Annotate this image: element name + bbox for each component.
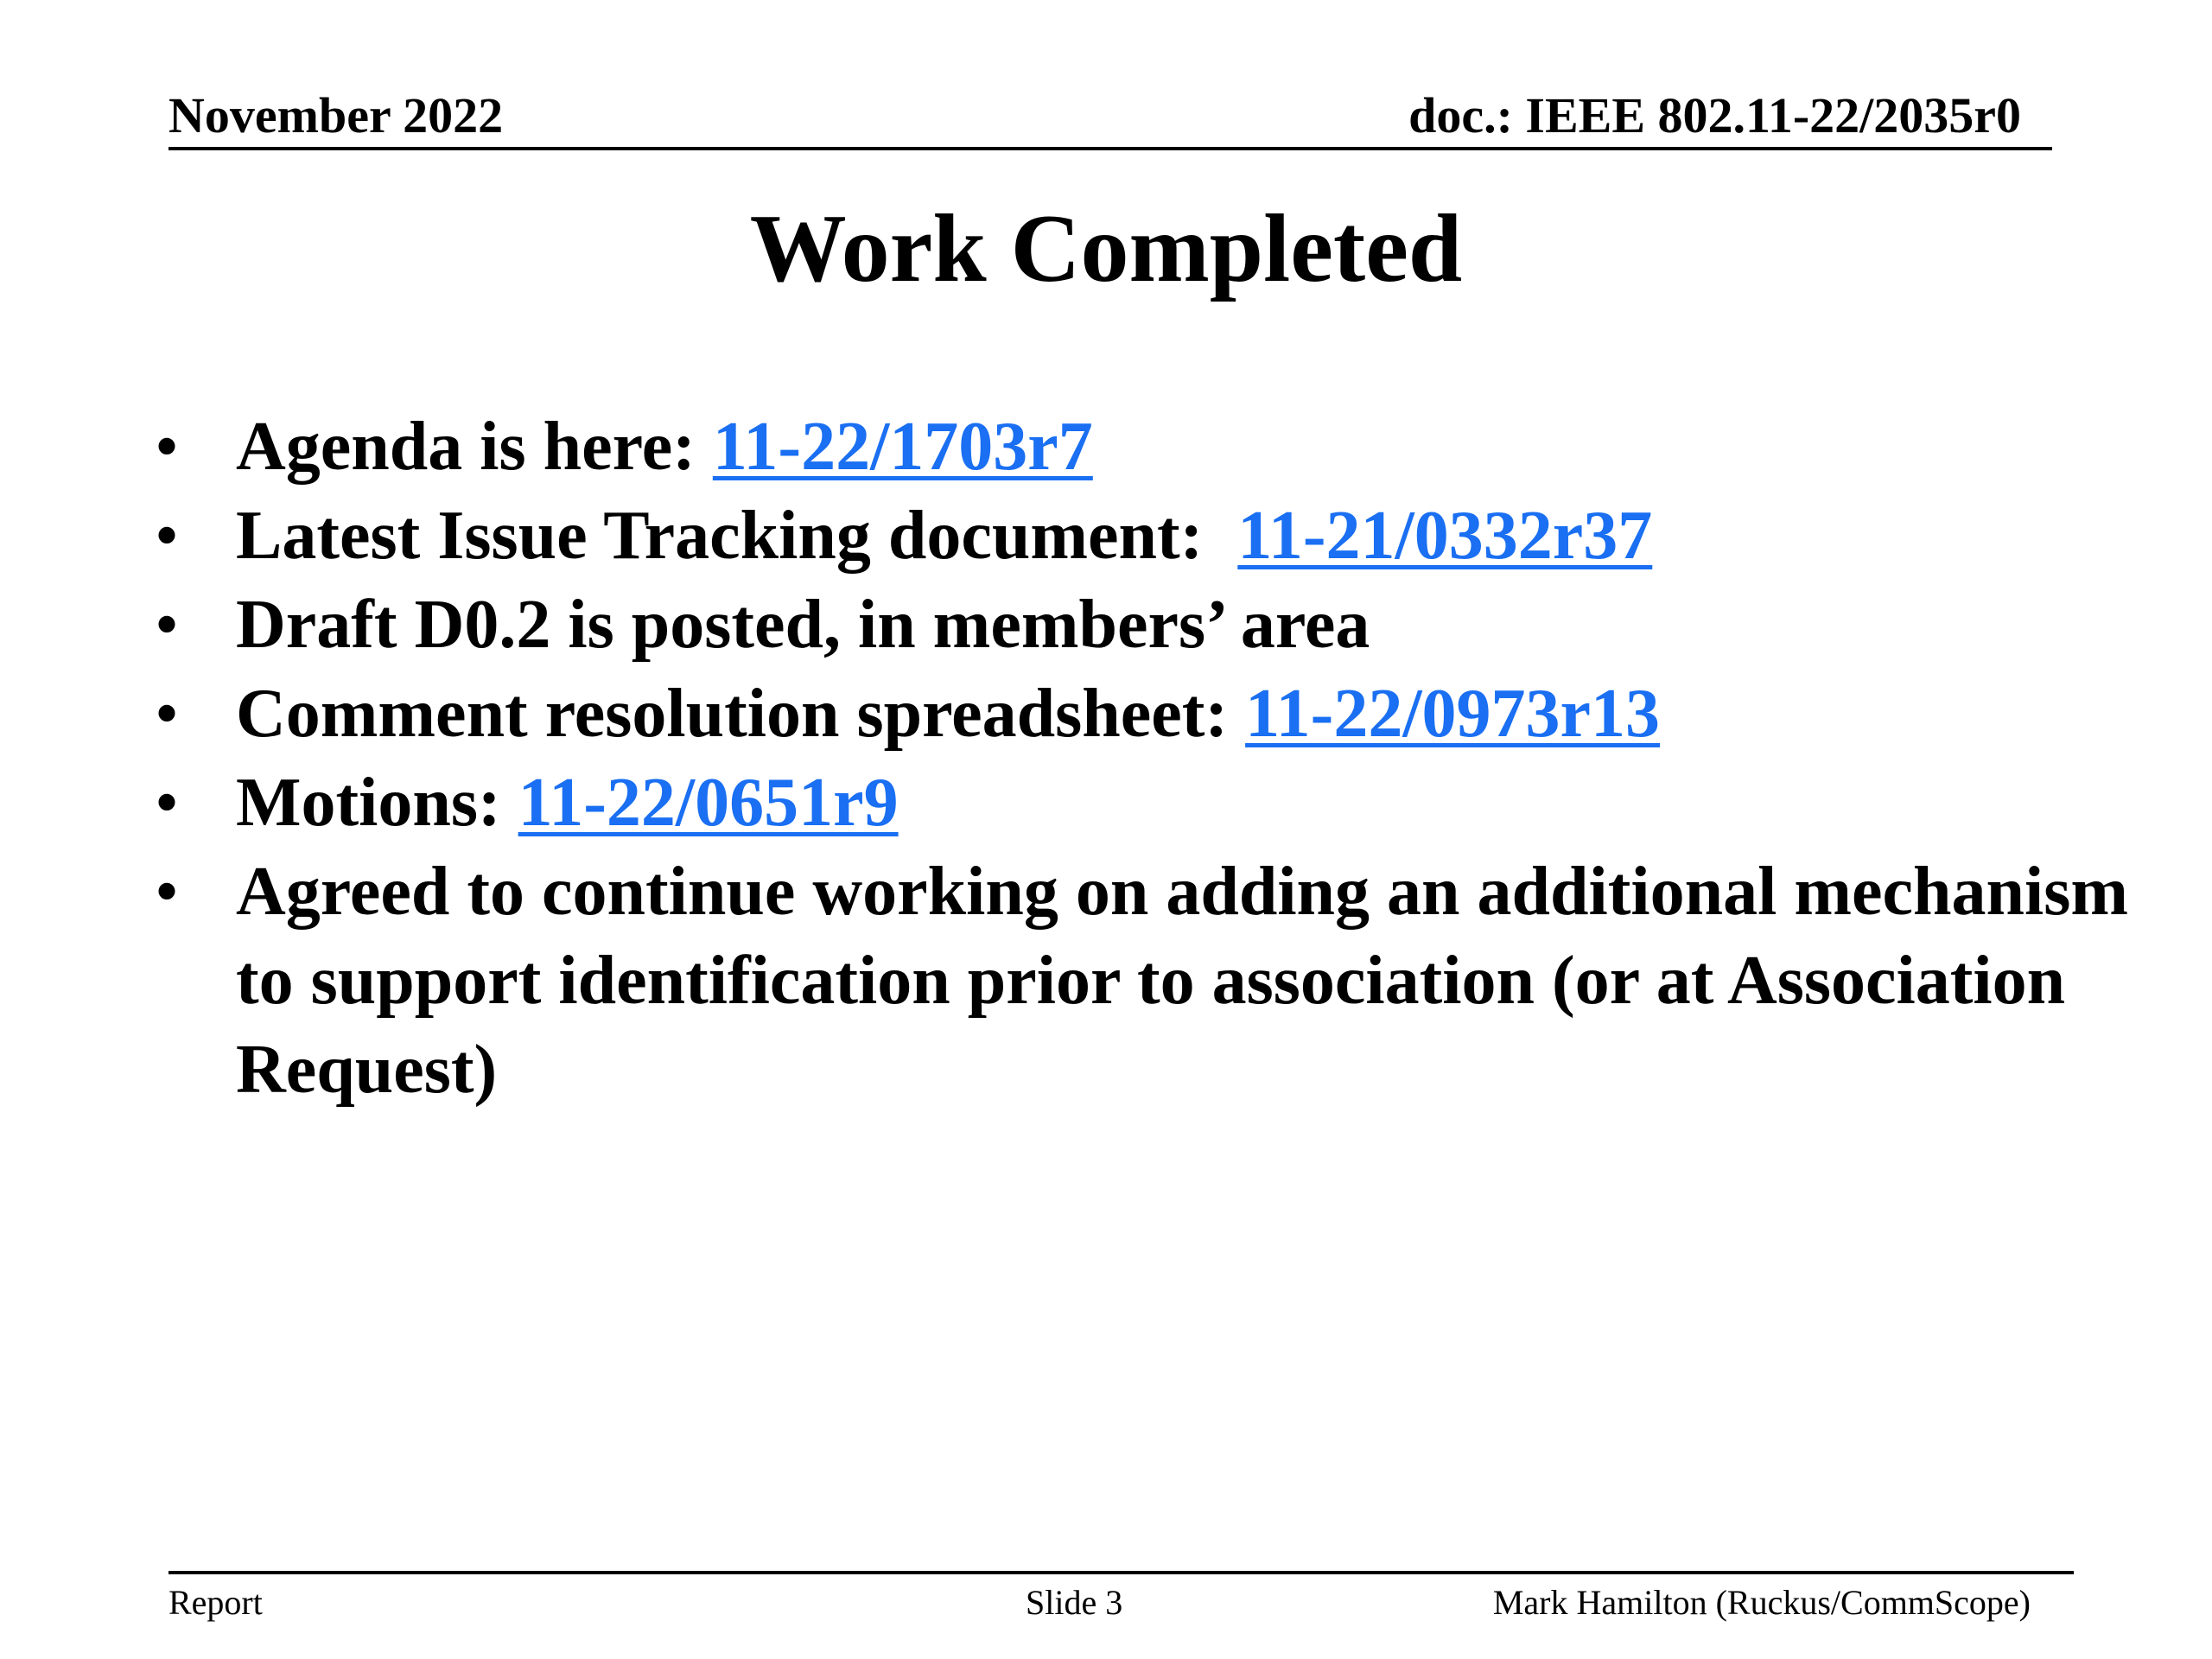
bullet-text: Latest Issue Tracking document: [236,498,1204,574]
bullet-text: Comment resolution spreadsheet: [236,676,1229,752]
agenda-link[interactable]: 11-22/1703r7 [712,409,1093,485]
footer-author: Mark Hamilton (Ruckus/CommScope) [1492,1583,2031,1622]
footer-report-label: Report [168,1583,263,1622]
slide-footer [168,1571,2074,1626]
bullet-marker: • [155,587,180,663]
bullet-motions [143,759,2130,848]
bullet-agenda [143,403,2130,492]
bullet-text: Draft D0.2 is posted, in members’ area [236,587,1370,663]
bullet-text: Agreed to continue working on adding an additional mechanism to support identification prior to association (or at Association Request) [236,854,2128,1108]
bullet-text: Agenda is here: [236,409,696,485]
issue-tracking-link[interactable]: 11-21/0332r37 [1237,498,1653,574]
bullet-marker: • [155,854,180,930]
bullet-marker: • [155,498,180,574]
bullet-marker: • [155,765,180,841]
bullet-marker: • [155,409,180,485]
footer-slide-number: Slide 3 [1026,1583,1123,1622]
slide-header [168,85,2052,150]
bullet-issue-tracking [143,492,2130,581]
header-doc-id: doc.: IEEE 802.11-22/2035r0 [1408,87,2021,143]
bullet-draft [143,581,2130,670]
bullet-marker: • [155,676,180,752]
bullet-list [143,403,2130,1115]
motions-link[interactable]: 11-22/0651r9 [518,765,899,841]
comment-resolution-link[interactable]: 11-22/0973r13 [1245,676,1661,752]
bullet-comment-resolution [143,670,2130,759]
bullet-text: Motions: [236,765,501,841]
bullet-agreed [143,848,2130,1115]
slide-title: Work Completed [749,195,1463,302]
header-date: November 2022 [168,87,504,143]
